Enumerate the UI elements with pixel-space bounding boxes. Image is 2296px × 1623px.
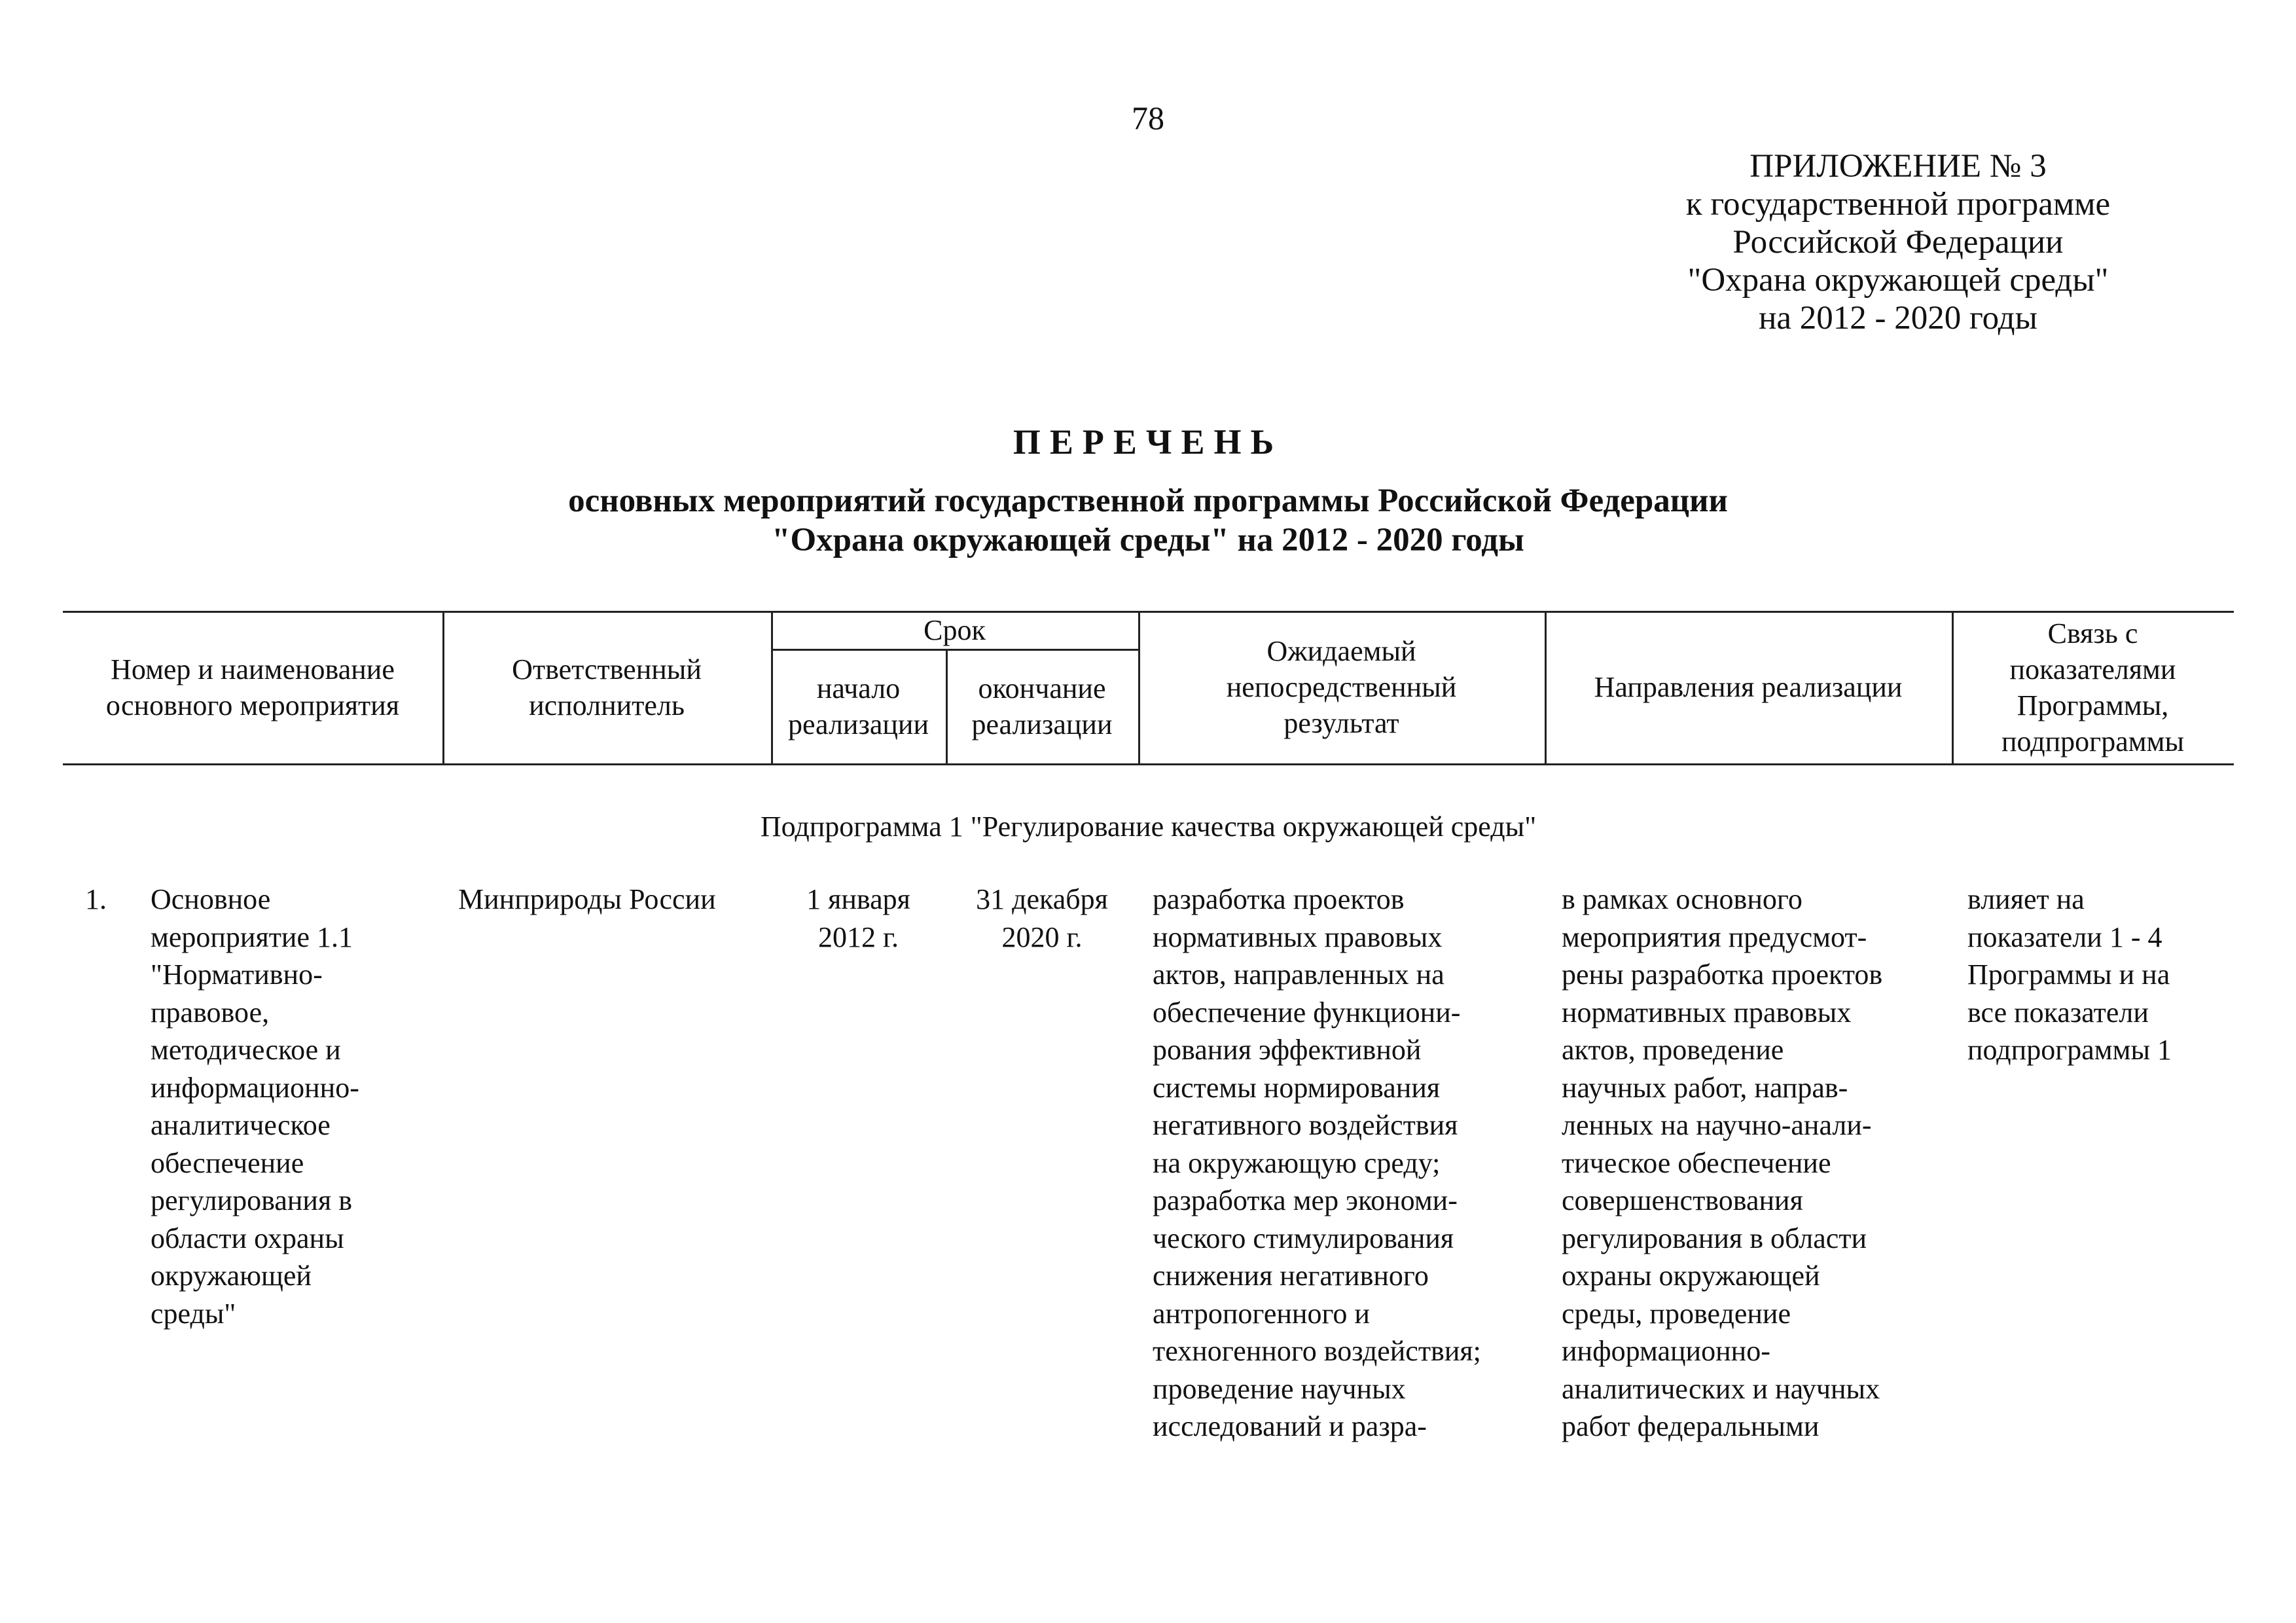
header-name: Номер и наименование основного мероприятия	[105, 653, 400, 721]
row-result: разработка проектов нормативных правовых актов, направленных на обеспечение функциони- рования эффективной системы нормирования негативного воздействия на окружающую среду; разработка мер экономи- ческого стимулирования снижения негативного антропогенного и техногенного воздействия; проведение научных исследований и разра-	[1153, 883, 1481, 1442]
row-link: влияет на показатели 1 - 4 Программы и на все показатели подпрограммы 1	[1967, 883, 2172, 1066]
header-result: Ожидаемый непосредственный результат	[1226, 635, 1457, 739]
page-number: 78	[1132, 100, 1164, 136]
header-start: начало реализации	[787, 672, 929, 740]
row-directions: в рамках основного мероприятия предусмот- рены разработка проектов нормативных правовых актов, проведение научных работ, направ- ленных на научно-анали- тическое обеспечение совершенствования регулирования в области охраны окружающей среды, проведение информационно- аналитических и научных работ федеральными	[1562, 883, 1883, 1442]
appendix-line: "Охрана окружающей среды"	[1687, 262, 2109, 299]
subtitle-line: "Охрана окружающей среды" на 2012 - 2020 годы	[772, 522, 1524, 558]
row-start: 1 января 2012 г.	[806, 883, 910, 953]
appendix-line: ПРИЛОЖЕНИЕ № 3	[1749, 148, 2047, 185]
header-directions: Направления реализации	[1594, 671, 1903, 703]
header-end: окончание реализации	[971, 672, 1113, 740]
subprogram-title: Подпрограмма 1 "Регулирование качества окружающей среды"	[760, 811, 1537, 843]
row-name: Основное мероприятие 1.1 "Нормативно- правовое, методическое и информационно- аналитическое обеспечение регулирования в области охраны окружающей среды"	[151, 883, 359, 1330]
document-subtitle	[0, 481, 2296, 560]
row-end: 31 декабря 2020 г.	[976, 883, 1108, 953]
row-executor: Минприроды России	[458, 883, 716, 915]
appendix-line: к государственной программе	[1685, 186, 2111, 223]
header-link: Связь с показателями Программы, подпрограммы	[2001, 617, 2185, 757]
appendix-line: на 2012 - 2020 годы	[1759, 300, 2037, 337]
appendix-block	[1571, 147, 2225, 337]
appendix-line: Российской Федерации	[1732, 224, 2064, 261]
subtitle-line: основных мероприятий государственной программы Российской Федерации	[568, 483, 1728, 519]
row-number: 1.	[85, 883, 107, 915]
header-term: Срок	[924, 613, 986, 646]
document-title: ПЕРЕЧЕНЬ	[1013, 422, 1283, 462]
table-header-bottom-rule	[63, 763, 2234, 765]
header-executor: Ответственный исполнитель	[512, 653, 702, 721]
measures-table	[63, 611, 2234, 1442]
